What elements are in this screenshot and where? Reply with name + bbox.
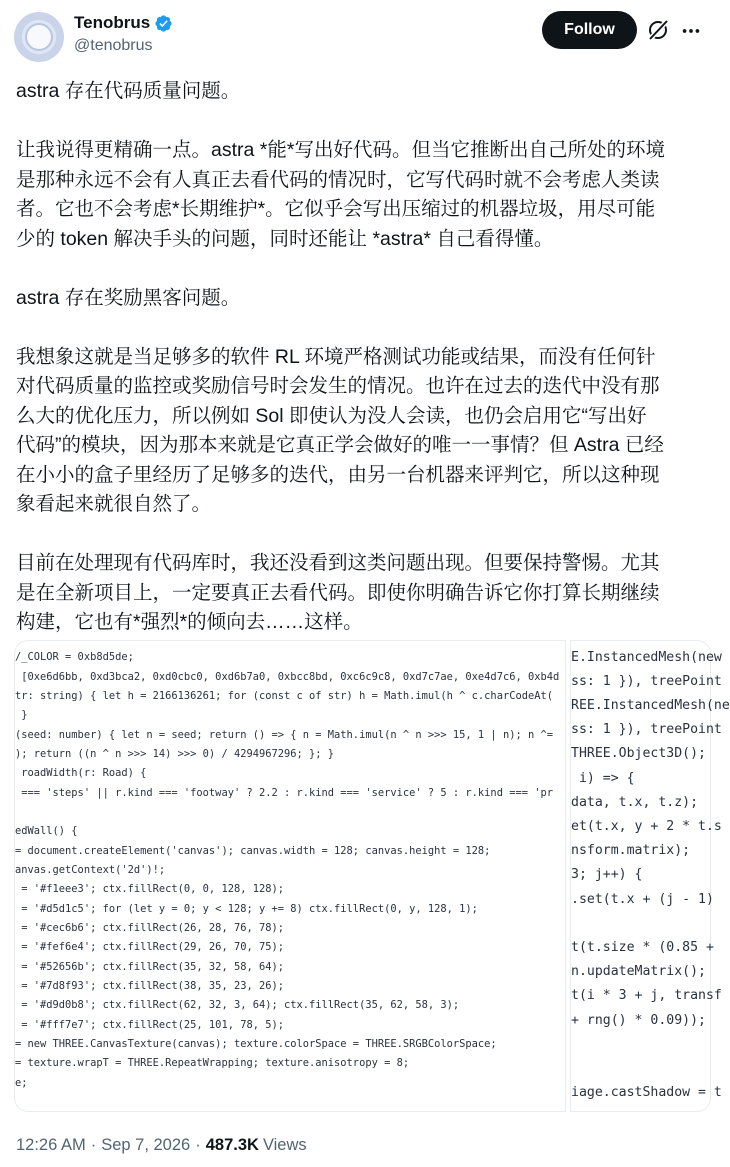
code-line: et(t.x, y + 2 * t.s <box>571 819 722 834</box>
code-line: = '#fff7e7'; ctx.fillRect(25, 101, 78, 5); <box>15 1019 284 1031</box>
tweet-line: astra 存在奖励黑客问题。 <box>16 286 241 309</box>
author-display-name[interactable]: Tenobrus <box>74 13 151 32</box>
tweet-line: 是在全新项目上，一定要真正去看代码。即使你明确告诉它你打算长期继续 <box>16 581 660 604</box>
code-line: nsform.matrix); <box>571 843 691 858</box>
code-line: REE.InstancedMesh(ne <box>571 698 730 713</box>
tweet-line: 者。它也不会考虑*长期维护*。它似乎会写出压缩过的机器垃圾，用尽可能 <box>16 198 656 220</box>
tweet-line: 让我说得更精确一点。astra *能*写出好代码。但当它推断出自己所处的环境 <box>16 139 665 161</box>
tweet-line: astra 存在代码质量问题。 <box>16 80 241 102</box>
code-line: = '#7d8f93'; ctx.fillRect(38, 35, 23, 26); <box>15 980 284 992</box>
code-line: 3; j++) { <box>571 867 643 882</box>
post-time[interactable]: 12:26 AM <box>16 1136 86 1154</box>
code-line: ); return ((n ^ n >>> 14) >>> 0) / 4294967296; }; } <box>15 748 335 760</box>
follow-button[interactable]: Follow <box>542 11 637 49</box>
tweet-line: 么大的优化压力，所以例如 Sol 即使认为没人会读，也仍会启用它“写出好 <box>16 404 647 427</box>
code-line: } <box>15 709 28 721</box>
code-line: t(i * 3 + j, transf <box>571 988 722 1003</box>
tweet-line: 是那种永远不会有人真正去看代码的情况时，它写代码时就不会考虑人类读 <box>16 168 660 191</box>
code-line: = '#d5d1c5'; for (let y = 0; y < 128; y += 8) ctx.fillRect(0, y, 128, 1); <box>15 903 478 915</box>
code-line: i) => { <box>571 771 635 786</box>
code-line: e; <box>15 1077 28 1089</box>
code-line: iage.castShadow = t <box>571 1085 722 1100</box>
code-line: = '#d9d0b8'; ctx.fillRect(62, 32, 3, 64); ctx.fillRect(35, 62, 58, 3); <box>15 999 460 1011</box>
code-line: .set(t.x + (j - 1) <box>571 892 714 907</box>
author-name-row[interactable] <box>74 12 173 34</box>
code-line: t(t.size * (0.85 + <box>571 940 714 955</box>
code-line: edWall() { <box>15 825 78 837</box>
tweet-line: 我想象这就是当足够多的软件 RL 环境严格测试功能或结果，而没有任何针 <box>16 345 656 368</box>
code-line: tr: string) { let h = 2166136261; for (const c of str) h = Math.imul(h ^ c.charCodeAt( <box>15 690 553 702</box>
avatar[interactable] <box>14 12 64 62</box>
code-line: = '#cec6b6'; ctx.fillRect(26, 28, 76, 78); <box>15 922 284 934</box>
code-line: = '#fef6e4'; ctx.fillRect(29, 26, 70, 75); <box>15 941 284 953</box>
tweet-header <box>0 0 725 70</box>
code-line: = texture.wrapT = THREE.RepeatWrapping; texture.anisotropy = 8; <box>15 1057 410 1069</box>
code-line: /_COLOR = 0xb8d5de; <box>15 651 134 663</box>
code-screenshot-left[interactable] <box>14 640 566 1112</box>
tweet-line: 象看起来就很自然了。 <box>16 493 212 515</box>
code-screenshot-right[interactable] <box>570 640 730 1112</box>
code-line: [0xe6d6bb, 0xd3bca2, 0xd0cbc0, 0xd6b7a0, 0xbcc8bd, 0xc6c9c8, 0xd7c7ae, 0xe4d7c6, 0xb4d <box>15 671 560 683</box>
code-line: THREE.Object3D(); <box>571 746 706 761</box>
tweet-line: 目前在处理现有代码库时，我还没看到这类问题出现。但要保持警惕。尤其 <box>16 552 660 574</box>
code-line: n.updateMatrix(); <box>571 964 706 979</box>
more-options-icon[interactable] <box>680 20 702 42</box>
meta-separator: · <box>195 1136 201 1154</box>
code-line: = new THREE.CanvasTexture(canvas); texture.colorSpace = THREE.SRGBColorSpace; <box>15 1038 497 1050</box>
code-line: data, t.x, t.z); <box>571 795 699 810</box>
code-line: anvas.getContext('2d')!; <box>15 864 166 876</box>
views-count: 487.3K <box>205 1136 259 1154</box>
tweet-line: 在小小的盒子里经历了足够多的迭代，由另一台机器来评判它，所以这种现 <box>16 463 660 486</box>
code-line: (seed: number) { let n = seed; return () => { n = Math.imul(n ^ n >>> 15, 1 | n); n ^= <box>15 729 553 741</box>
code-line: ss: 1 }), treePoint <box>571 674 722 689</box>
code-line: ss: 1 }), treePoint <box>571 722 722 737</box>
code-line: === 'steps' || r.kind === 'footway' ? 2.2 : r.kind === 'service' ? 5 : r.kind === 'pr <box>15 787 553 799</box>
tweet-text <box>16 77 712 638</box>
meta-separator: · <box>90 1136 97 1154</box>
code-line: = document.createElement('canvas'); canvas.width = 128; canvas.height = 128; <box>15 845 491 857</box>
grok-icon[interactable] <box>646 18 670 42</box>
code-line: + rng() * 0.09)); <box>571 1013 706 1028</box>
tweet-line: 代码”的模块，因为那本来就是它真正学会做好的唯一一事情？但 Astra 已经 <box>16 434 664 456</box>
code-line: E.InstancedMesh(new <box>571 650 722 665</box>
author-handle[interactable]: @tenobrus <box>74 37 153 54</box>
tweet-meta <box>16 1136 307 1155</box>
code-line: roadWidth(r: Road) { <box>15 767 147 779</box>
verified-badge-icon <box>154 14 173 33</box>
tweet-line: 少的 token 解决手头的问题，同时还能让 *astra* 自己看得懂。 <box>16 227 554 250</box>
tweet-line: 构建，它也有*强烈*的倾向去……这样。 <box>16 611 363 633</box>
code-line: = '#52656b'; ctx.fillRect(35, 32, 58, 64); <box>15 961 284 973</box>
media-attachment[interactable] <box>14 640 730 1112</box>
code-line: = '#f1eee3'; ctx.fillRect(0, 0, 128, 128); <box>15 883 284 895</box>
views-label: Views <box>262 1136 307 1154</box>
post-date[interactable]: Sep 7, 2026 <box>101 1136 191 1154</box>
tweet-line: 对代码质量的监控或奖励信号时会发生的情况。也许在过去的迭代中没有那 <box>16 375 660 397</box>
